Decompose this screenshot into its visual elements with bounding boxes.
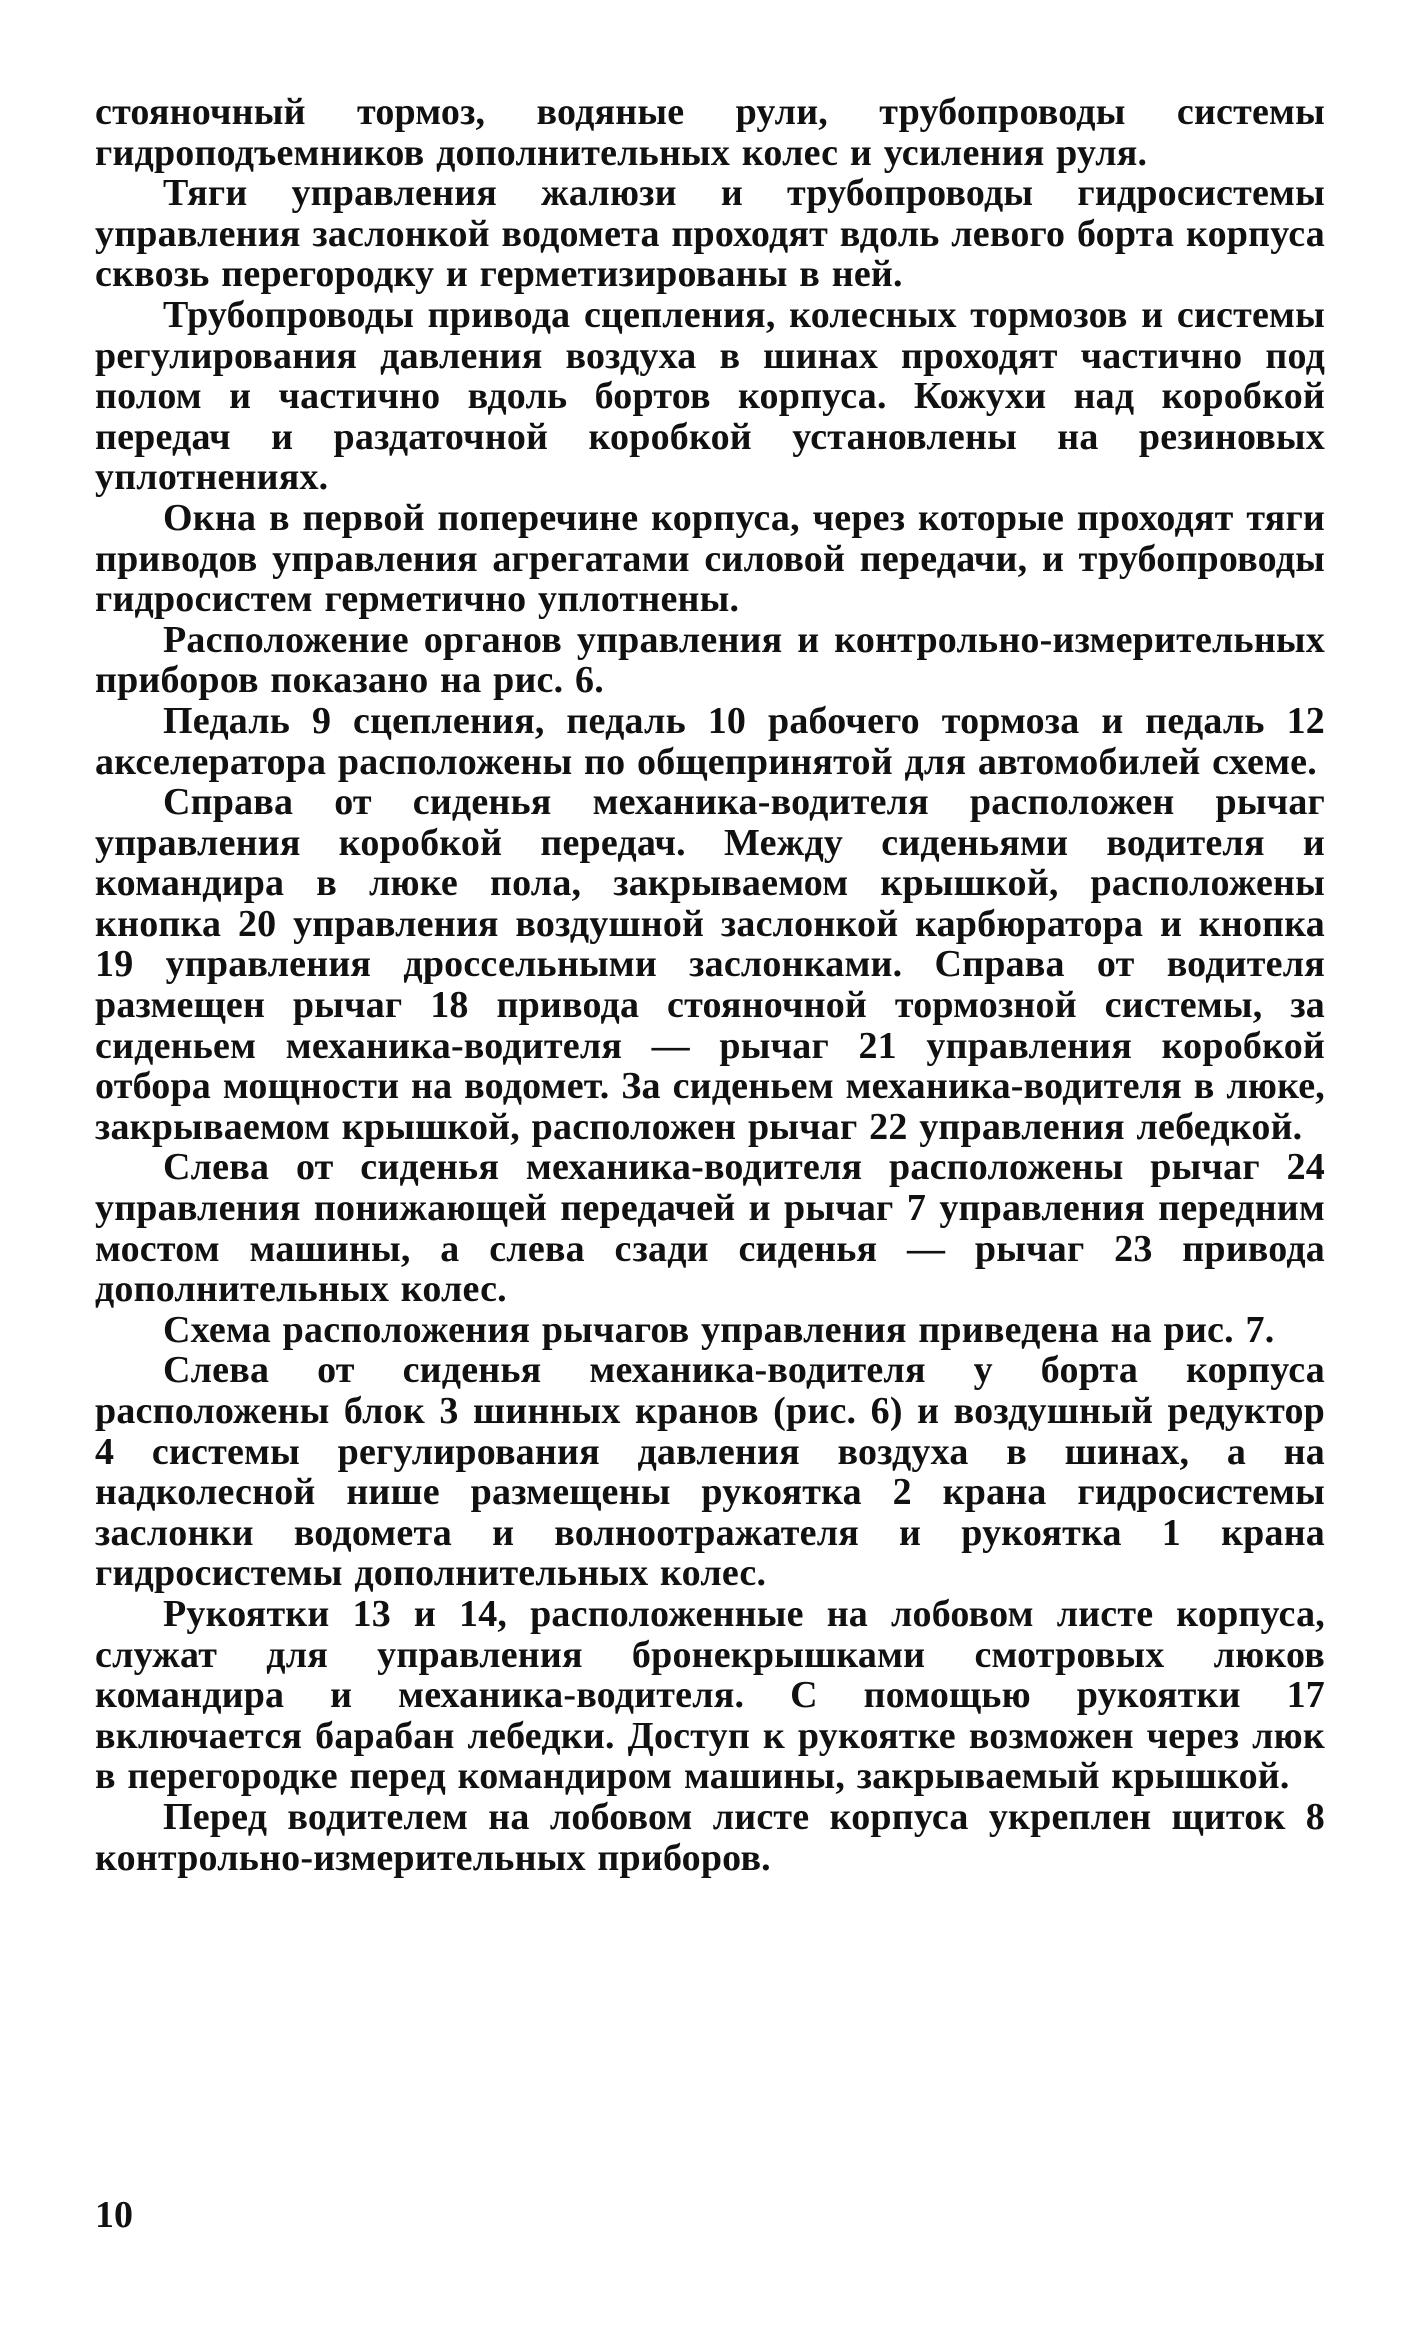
paragraph: Педаль 9 сцепления, педаль 10 рабочего тормоза и педаль 12 акселератора расположены по общепринятой для автомобилей схеме. <box>95 699 1325 783</box>
paragraph: Рукоятки 13 и 14, расположенные на лобовом листе корпуса, служат для управления бронекрышками смотровых люков командира и механика-водителя. С помощью рукоятки 17 включается барабан лебедки. Доступ к рукоятке возможен через люк в перегородке перед командиром машины, закрываемый крышкой. <box>95 1592 1325 1798</box>
paragraph: Перед водителем на лобовом листе корпуса укреплен щиток 8 контрольно-измерительных приборов. <box>95 1795 1325 1879</box>
page-number: 10 <box>95 2194 133 2236</box>
paragraph: Окна в первой поперечине корпуса, через которые проходят тяги приводов управления агрегатами силовой передачи, и трубопроводы гидросистем герметично уплотнены. <box>95 496 1325 621</box>
paragraph: Расположение органов управления и контрольно-измерительных приборов показано на рис. 6. <box>95 618 1325 702</box>
paragraph: Тяги управления жалюзи и трубопроводы гидросистемы управления заслонкой водомета проходят вдоль левого борта корпуса сквозь перегородку и герметизированы в ней. <box>95 172 1325 296</box>
paragraph: Справа от сиденья механика-водителя расположен рычаг управления коробкой передач. Между сиденьями водителя и командира в люке пола, закрываемом крышкой, расположены кнопка 20 управления воздушной заслонкой карбюратора и кнопка 19 управления дроссельными заслонками. Справа от водителя размещен рычаг 18 привода стояночной тормозной системы, за сиденьем механика-водителя — рычаг 21 управления коробкой отбора мощности на водомет. За сиденьем механика-водителя в люке, закрываемом крышкой, расположен рычаг 22 управления лебедкой. <box>95 781 1325 1148</box>
paragraph: стояночный тормоз, водяные рули, трубопроводы системы гидроподъемников дополнительных колес и усиления руля. <box>95 91 1325 174</box>
paragraph: Схема расположения рычагов управления приведена на рис. 7. <box>163 1308 1275 1351</box>
paragraph: Трубопроводы привода сцепления, колесных тормозов и системы регулирования давления воздуха в шинах проходят частично под полом и частично вдоль бортов корпуса. Кожухи над коробкой передач и раздаточной коробкой установлены на резиновых уплотнениях. <box>95 293 1325 499</box>
paragraph: Слева от сиденья механика-водителя расположены рычаг 24 управления понижающей передачей и рычаг 7 управления передним мостом машины, а слева сзади сиденья — рычаг 23 привода дополнительных колес. <box>95 1146 1325 1311</box>
paragraph: Слева от сиденья механика-водителя у борта корпуса расположены блок 3 шинных кранов (рис. 6) и воздушный редуктор 4 системы регулирования давления воздуха в шинах, а на надколесной нише размещены рукоятка 2 крана гидросистемы заслонки водомета и волноотражателя и рукоятка 1 крана гидросистемы дополнительных колес. <box>95 1349 1325 1595</box>
body-text <box>95 92 1325 1878</box>
